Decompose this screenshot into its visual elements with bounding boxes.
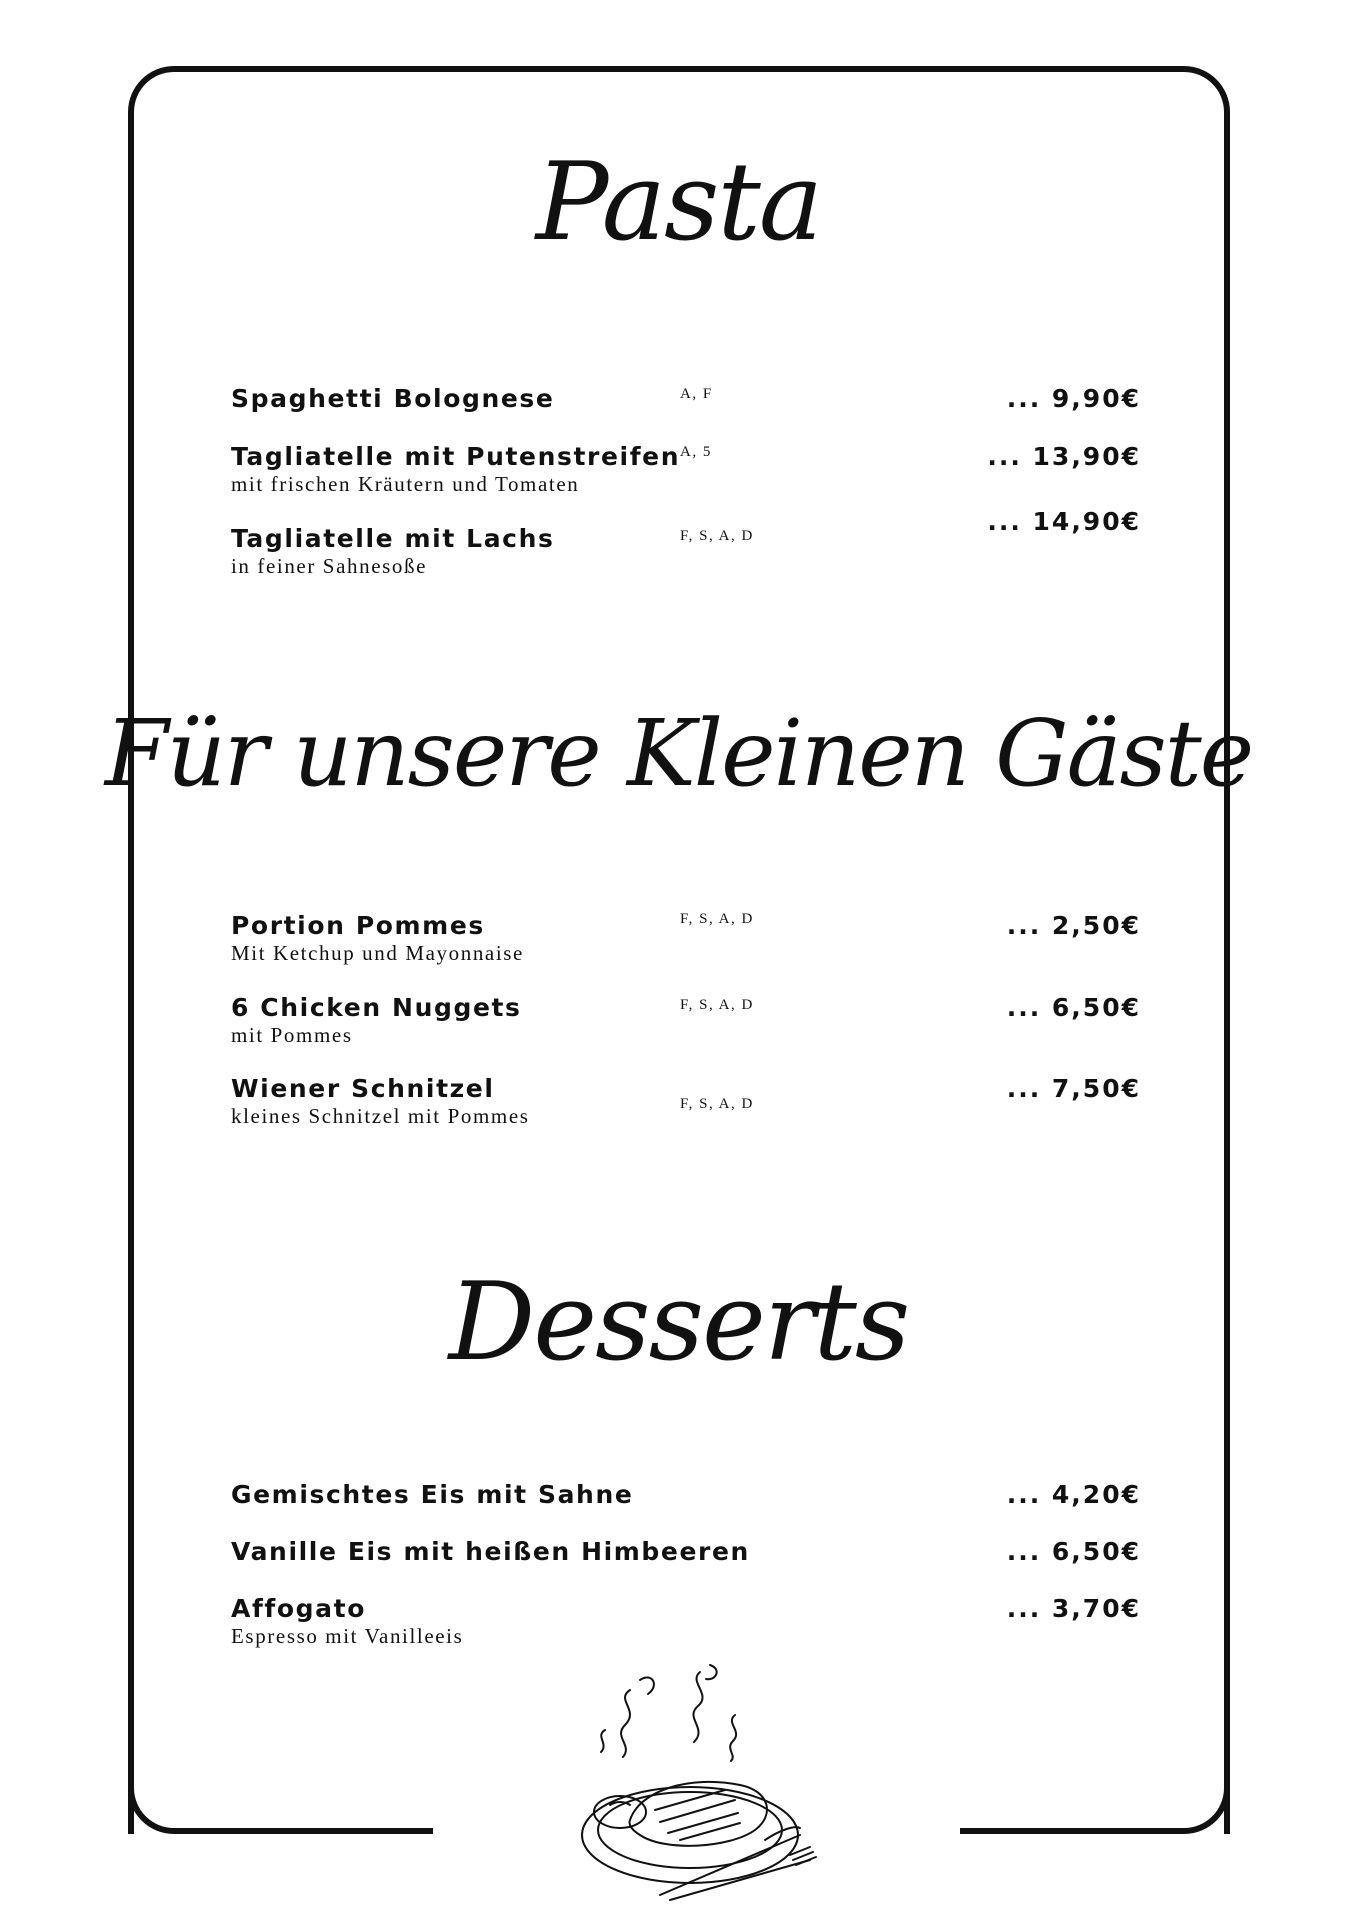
menu-item [231,1480,1141,1540]
menu-item [231,507,1141,584]
item-price: ... 9,90€ [1006,384,1141,413]
steak-plate-illustration [560,1660,830,1920]
item-allergens: A, F [680,386,713,402]
item-description: in feiner Sahnesoße [231,554,428,578]
item-name: Affogato [231,1594,366,1623]
item-price: ... 6,50€ [1006,993,1141,1022]
item-price: ... 6,50€ [1006,1537,1141,1566]
item-description: Espresso mit Vanilleeis [231,1624,464,1648]
item-price: ... 14,90€ [987,507,1141,536]
item-price: ... 2,50€ [1006,911,1141,940]
section-title-desserts: Desserts [448,1260,909,1385]
item-name: 6 Chicken Nuggets [231,993,522,1022]
item-description: Mit Ketchup und Mayonnaise [231,941,524,965]
menu-frame-bottom-right [960,1828,1172,1834]
menu-item [231,911,1141,971]
item-description: mit Pommes [231,1023,353,1047]
item-allergens: F, S, A, D [680,997,754,1013]
item-description: mit frischen Kräutern und Tomaten [231,472,580,496]
item-price: ... 3,70€ [1006,1594,1141,1623]
section-title-pasta: Pasta [535,140,822,265]
item-name: Portion Pommes [231,911,485,940]
menu-item [231,993,1141,1053]
item-name: Tagliatelle mit Lachs [231,524,555,553]
menu-item [231,384,1141,444]
menu-item [231,1594,1141,1654]
item-name: Spaghetti Bolognese [231,384,555,413]
menu-item [231,1074,1141,1134]
item-price: ... 4,20€ [1006,1480,1141,1509]
item-allergens: F, S, A, D [680,911,754,927]
menu-item [231,442,1141,502]
item-name: Vanille Eis mit heißen Himbeeren [231,1537,750,1566]
menu-item [231,1537,1141,1597]
item-name: Gemischtes Eis mit Sahne [231,1480,634,1509]
item-price: ... 13,90€ [987,442,1141,471]
item-allergens: A, 5 [680,444,712,460]
item-name: Tagliatelle mit Putenstreifen [231,442,681,471]
section-title-kids: Für unsere Kleinen Gäste [104,700,1253,807]
item-price: ... 7,50€ [1006,1074,1141,1103]
item-name: Wiener Schnitzel [231,1074,495,1103]
item-allergens: F, S, A, D [680,1096,754,1112]
item-allergens: F, S, A, D [680,528,754,544]
item-description: kleines Schnitzel mit Pommes [231,1104,530,1128]
menu-frame-bottom-left [186,1828,433,1834]
